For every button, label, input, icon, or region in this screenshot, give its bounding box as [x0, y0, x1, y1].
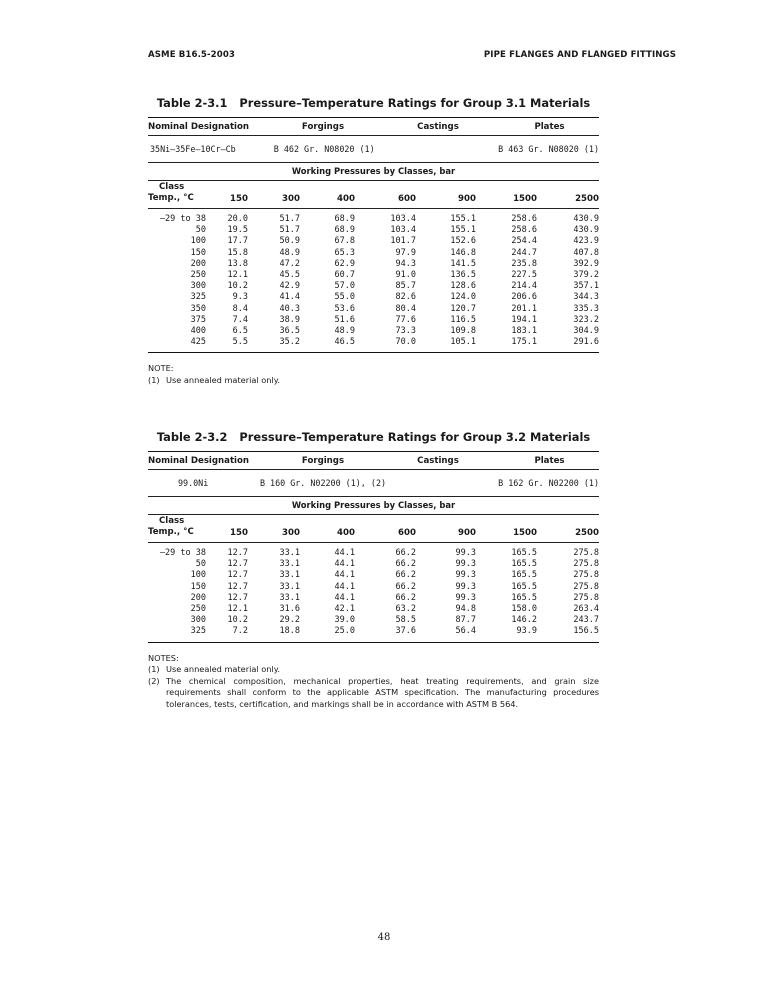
note-text: Use annealed material only. — [166, 664, 280, 675]
pressure-cell: 258.6 — [511, 225, 537, 236]
class-400-header: 400 — [337, 528, 355, 538]
pressure-cell: 20.0 — [227, 214, 248, 224]
pressure-cell: 156.5 — [573, 626, 599, 637]
class-600-header: 600 — [398, 194, 416, 204]
plates-value: B 463 Gr. N08020 (1) — [498, 144, 599, 154]
pressure-cell: 243.7 — [573, 615, 599, 626]
header-castings: Castings — [417, 121, 459, 132]
class-2500-header: 2500 — [575, 194, 599, 204]
pressure-cell: 85.7 — [395, 281, 416, 292]
pressure-cell: 66.2 — [395, 581, 416, 592]
note-item — [148, 375, 599, 387]
pressure-cell: 12.7 — [227, 581, 248, 592]
table-row — [148, 326, 599, 337]
pressure-cell: 141.5 — [450, 258, 476, 269]
pressure-cell: 94.8 — [455, 603, 476, 614]
pressure-cell: 38.9 — [279, 314, 300, 325]
pressure-cell: 99.3 — [455, 570, 476, 581]
class-400-header: 400 — [337, 194, 355, 204]
pressure-cell: 39.0 — [334, 615, 355, 626]
pressure-cell: 146.8 — [450, 247, 476, 258]
pressure-cell: 275.8 — [573, 570, 599, 581]
pressure-cell: 194.1 — [511, 314, 537, 325]
designation-header — [148, 452, 599, 469]
class-2500-header: 2500 — [575, 528, 599, 538]
note-text: The chemical composition, mechanical properties, heat treating requirements, and grain size requirements shall conform to the applicable ASTM specification. The manufacturing procedures tolerances, tests, certification, and markings shall be in accordance with ASTM B 564. — [166, 675, 599, 709]
table-row — [148, 570, 599, 581]
pressure-cell: 51.7 — [279, 214, 300, 224]
pressure-cell: 227.5 — [511, 269, 537, 280]
note-item — [148, 664, 599, 676]
pressure-cell: 62.9 — [334, 258, 355, 269]
pressure-cell: 304.9 — [573, 325, 599, 336]
table-row — [148, 225, 599, 236]
temp-cell: 375 — [190, 314, 206, 325]
running-header-left: ASME B16.5-2003 — [148, 50, 235, 60]
forgings-value: B 462 Gr. N08020 (1) — [273, 144, 375, 154]
pressure-cell: 235.8 — [511, 258, 537, 269]
pressure-cell: 99.3 — [455, 559, 476, 570]
pressure-cell: 155.1 — [450, 214, 476, 224]
nominal-designation-value: 99.0Ni — [178, 478, 209, 488]
pressure-cell: 103.4 — [390, 225, 416, 236]
header-plates: Plates — [534, 121, 565, 132]
pressure-cell: 45.5 — [279, 269, 300, 280]
pressure-cell: 70.0 — [395, 337, 416, 348]
pressure-cell: 379.2 — [573, 269, 599, 280]
note-number: (1) — [148, 664, 160, 675]
temp-cell: 400 — [190, 325, 206, 336]
temp-cell: 350 — [190, 303, 206, 314]
class-300-header: 300 — [282, 194, 300, 204]
class-600-header: 600 — [398, 528, 416, 538]
pressure-cell: 165.5 — [511, 559, 537, 570]
class-1500-header: 1500 — [513, 194, 537, 204]
temp-cell: 250 — [190, 269, 206, 280]
class-header-row — [148, 181, 599, 208]
table-notes — [148, 363, 599, 386]
designation-row — [148, 470, 599, 496]
pressure-cell: 58.5 — [395, 615, 416, 626]
pressure-cell: 99.3 — [455, 592, 476, 603]
pressure-cell: 44.1 — [334, 581, 355, 592]
pressure-cell: 9.3 — [232, 292, 248, 303]
pressure-cell: 44.1 — [334, 570, 355, 581]
pressure-cell: 51.6 — [334, 314, 355, 325]
table-row — [148, 615, 599, 626]
pressure-cell: 10.2 — [227, 615, 248, 626]
pressure-cell: 57.0 — [334, 281, 355, 292]
pressure-cell: 31.6 — [279, 603, 300, 614]
table-row — [148, 337, 599, 348]
table-row — [148, 304, 599, 315]
table-caption: Pressure–Temperature Ratings for Group 3.2 Materials — [239, 430, 591, 444]
working-pressures-label: Working Pressures by Classes, bar — [291, 500, 456, 510]
pressure-cell: 263.4 — [573, 603, 599, 614]
pressure-cell: 357.1 — [573, 281, 599, 292]
table-row — [148, 593, 599, 604]
pressure-cell: 33.1 — [279, 548, 300, 558]
pressure-cell: 146.2 — [511, 615, 537, 626]
pressure-cell: 17.7 — [227, 236, 248, 247]
pressure-cell: 407.8 — [573, 247, 599, 258]
header-castings: Castings — [417, 455, 459, 466]
pressure-cell: 19.5 — [227, 225, 248, 236]
pressure-cell: 42.1 — [334, 603, 355, 614]
table-row — [148, 548, 599, 559]
pressure-cell: 7.2 — [232, 626, 248, 637]
pressure-cell: 275.8 — [573, 581, 599, 592]
pressure-cell: 68.9 — [334, 225, 355, 236]
pressure-cell: 46.5 — [334, 337, 355, 348]
pressure-cell: 254.4 — [511, 236, 537, 247]
table-body — [148, 209, 599, 352]
table-row — [148, 559, 599, 570]
pressure-cell: 120.7 — [450, 303, 476, 314]
temp-cell: 300 — [190, 615, 206, 626]
pressure-cell: 335.3 — [573, 303, 599, 314]
pressure-cell: 10.2 — [227, 281, 248, 292]
pressure-cell: 13.8 — [227, 258, 248, 269]
forgings-value: B 160 Gr. N02200 (1), (2) — [259, 478, 387, 488]
table-body — [148, 543, 599, 642]
table-row — [148, 248, 599, 259]
pressure-cell: 87.7 — [455, 615, 476, 626]
pressure-cell: 165.5 — [511, 548, 537, 558]
pressure-cell: 66.2 — [395, 559, 416, 570]
pressure-cell: 63.2 — [395, 603, 416, 614]
temp-cell: 100 — [190, 236, 206, 247]
note-text: Use annealed material only. — [166, 374, 280, 385]
temp-cell: 50 — [195, 559, 206, 570]
pressure-cell: 258.6 — [511, 214, 537, 224]
table-2-3-2 — [148, 430, 599, 710]
temp-cell: –29 to 38 — [159, 214, 206, 224]
class-temp-header — [148, 182, 206, 204]
temp-cell: 200 — [190, 592, 206, 603]
pressure-cell: 12.1 — [227, 603, 248, 614]
table-notes — [148, 653, 599, 711]
pressure-cell: 344.3 — [573, 292, 599, 303]
pressure-cell: 99.3 — [455, 548, 476, 558]
page-number: 48 — [377, 932, 391, 943]
temp-cell: 100 — [190, 570, 206, 581]
header-forgings: Forgings — [301, 455, 345, 466]
pressure-cell: 47.2 — [279, 258, 300, 269]
pressure-cell: 33.1 — [279, 581, 300, 592]
pressure-cell: 36.5 — [279, 325, 300, 336]
class-300-header: 300 — [282, 528, 300, 538]
temp-cell: 50 — [195, 225, 206, 236]
pressure-cell: 99.3 — [455, 581, 476, 592]
table-row — [148, 236, 599, 247]
table-title — [148, 96, 599, 110]
pressure-cell: 275.8 — [573, 559, 599, 570]
pressure-cell: 158.0 — [511, 603, 537, 614]
table-number: Table 2-3.1 — [156, 96, 228, 110]
note-item — [148, 676, 599, 711]
header-forgings: Forgings — [301, 121, 345, 132]
pressure-cell: 42.9 — [279, 281, 300, 292]
class-900-header: 900 — [458, 194, 476, 204]
pressure-cell: 165.5 — [511, 570, 537, 581]
note-number: (1) — [148, 374, 160, 385]
table-2-3-1 — [148, 96, 599, 386]
table-row — [148, 214, 599, 225]
temp-cell: 150 — [190, 581, 206, 592]
pressure-cell: 18.8 — [279, 626, 300, 637]
pressure-cell: 66.2 — [395, 548, 416, 558]
pressure-cell: 128.6 — [450, 281, 476, 292]
header-nominal-designation: Nominal Designation — [148, 455, 250, 466]
class-temp-header — [148, 516, 206, 538]
pressure-cell: 165.5 — [511, 592, 537, 603]
table-row — [148, 315, 599, 326]
pressure-cell: 291.6 — [573, 337, 599, 348]
table-row — [148, 270, 599, 281]
temp-label: Temp., °C — [148, 193, 194, 203]
pressure-cell: 392.9 — [573, 258, 599, 269]
temp-cell: 325 — [190, 292, 206, 303]
pressure-cell: 8.4 — [232, 303, 248, 314]
pressure-cell: 33.1 — [279, 592, 300, 603]
pressure-cell: 48.9 — [279, 247, 300, 258]
note-number: (2) — [148, 675, 160, 686]
pressure-cell: 275.8 — [573, 592, 599, 603]
table-number: Table 2-3.2 — [156, 430, 228, 444]
pressure-cell: 206.6 — [511, 292, 537, 303]
table-row — [148, 626, 599, 637]
temp-cell: 325 — [190, 626, 206, 637]
pressure-cell: 103.4 — [390, 214, 416, 224]
pressure-cell: 275.8 — [573, 548, 599, 558]
table-title — [148, 430, 599, 444]
pressure-cell: 55.0 — [334, 292, 355, 303]
rule-bottom — [148, 642, 599, 643]
working-pressures-label: Working Pressures by Classes, bar — [291, 166, 456, 176]
pressure-cell: 12.7 — [227, 548, 248, 558]
pressure-cell: 67.8 — [334, 236, 355, 247]
pressure-cell: 82.6 — [395, 292, 416, 303]
class-150-header: 150 — [230, 194, 248, 204]
pressure-cell: 183.1 — [511, 325, 537, 336]
pressure-cell: 124.0 — [450, 292, 476, 303]
pressure-cell: 44.1 — [334, 559, 355, 570]
pressure-cell: 116.5 — [450, 314, 476, 325]
pressure-cell: 60.7 — [334, 269, 355, 280]
pressure-cell: 5.5 — [232, 337, 248, 348]
pressure-cell: 66.2 — [395, 592, 416, 603]
pressure-cell: 152.6 — [450, 236, 476, 247]
pressure-cell: 430.9 — [573, 214, 599, 224]
pressure-cell: 165.5 — [511, 581, 537, 592]
temp-cell: 250 — [190, 603, 206, 614]
running-header-right: PIPE FLANGES AND FLANGED FITTINGS — [483, 50, 676, 60]
temp-cell: 300 — [190, 281, 206, 292]
notes-label: NOTE: — [148, 363, 174, 374]
pressure-cell: 48.9 — [334, 325, 355, 336]
pressure-cell: 53.6 — [334, 303, 355, 314]
header-plates: Plates — [534, 455, 565, 466]
pressure-cell: 423.9 — [573, 236, 599, 247]
pressure-cell: 136.5 — [450, 269, 476, 280]
pressure-cell: 323.2 — [573, 314, 599, 325]
pressure-cell: 12.1 — [227, 269, 248, 280]
table-row — [148, 604, 599, 615]
header-nominal-designation: Nominal Designation — [148, 121, 250, 132]
temp-cell: 425 — [190, 337, 206, 348]
pressure-cell: 105.1 — [450, 337, 476, 348]
pressure-cell: 51.7 — [279, 225, 300, 236]
pressure-cell: 44.1 — [334, 548, 355, 558]
class-label: Class — [159, 182, 185, 192]
plates-value: B 162 Gr. N02200 (1) — [498, 478, 599, 488]
nominal-designation-value: 35Ni–35Fe–10Cr–Cb — [150, 144, 236, 154]
table-row — [148, 582, 599, 593]
pressure-cell: 97.9 — [395, 247, 416, 258]
pressure-cell: 6.5 — [232, 325, 248, 336]
table-row — [148, 292, 599, 303]
temp-cell: –29 to 38 — [159, 548, 206, 558]
pressure-cell: 101.7 — [390, 236, 416, 247]
pressure-cell: 35.2 — [279, 337, 300, 348]
designation-header — [148, 118, 599, 135]
pressure-cell: 430.9 — [573, 225, 599, 236]
pressure-cell: 56.4 — [455, 626, 476, 637]
pressure-cell: 73.3 — [395, 325, 416, 336]
table-row — [148, 281, 599, 292]
pressure-cell: 40.3 — [279, 303, 300, 314]
temp-cell: 150 — [190, 247, 206, 258]
pressure-cell: 65.3 — [334, 247, 355, 258]
pressure-cell: 50.9 — [279, 236, 300, 247]
table-row — [148, 259, 599, 270]
pressure-cell: 33.1 — [279, 559, 300, 570]
pressure-cell: 201.1 — [511, 303, 537, 314]
pressure-cell: 93.9 — [516, 626, 537, 637]
pressure-cell: 41.4 — [279, 292, 300, 303]
class-1500-header: 1500 — [513, 528, 537, 538]
temp-cell: 200 — [190, 258, 206, 269]
pressure-cell: 155.1 — [450, 225, 476, 236]
notes-label: NOTES: — [148, 652, 179, 663]
class-150-header: 150 — [230, 528, 248, 538]
pressure-cell: 80.4 — [395, 303, 416, 314]
pressure-cell: 12.7 — [227, 570, 248, 581]
class-header-row — [148, 515, 599, 542]
pressure-cell: 214.4 — [511, 281, 537, 292]
rule-bottom — [148, 352, 599, 353]
temp-label: Temp., °C — [148, 527, 194, 537]
pressure-cell: 109.8 — [450, 325, 476, 336]
class-label: Class — [159, 516, 185, 526]
pressure-cell: 68.9 — [334, 214, 355, 224]
pressure-cell: 91.0 — [395, 269, 416, 280]
pressure-cell: 15.8 — [227, 247, 248, 258]
pressure-cell: 29.2 — [279, 615, 300, 626]
table-caption: Pressure–Temperature Ratings for Group 3.1 Materials — [239, 96, 591, 110]
pressure-cell: 175.1 — [511, 337, 537, 348]
pressure-cell: 44.1 — [334, 592, 355, 603]
pressure-cell: 12.7 — [227, 559, 248, 570]
pressure-cell: 94.3 — [395, 258, 416, 269]
pressure-cell: 37.6 — [395, 626, 416, 637]
pressure-cell: 33.1 — [279, 570, 300, 581]
pressure-cell: 7.4 — [232, 314, 248, 325]
pressure-cell: 244.7 — [511, 247, 537, 258]
pressure-cell: 25.0 — [334, 626, 355, 637]
pressure-cell: 77.6 — [395, 314, 416, 325]
class-900-header: 900 — [458, 528, 476, 538]
pressure-cell: 66.2 — [395, 570, 416, 581]
pressure-cell: 12.7 — [227, 592, 248, 603]
designation-row — [148, 136, 599, 162]
